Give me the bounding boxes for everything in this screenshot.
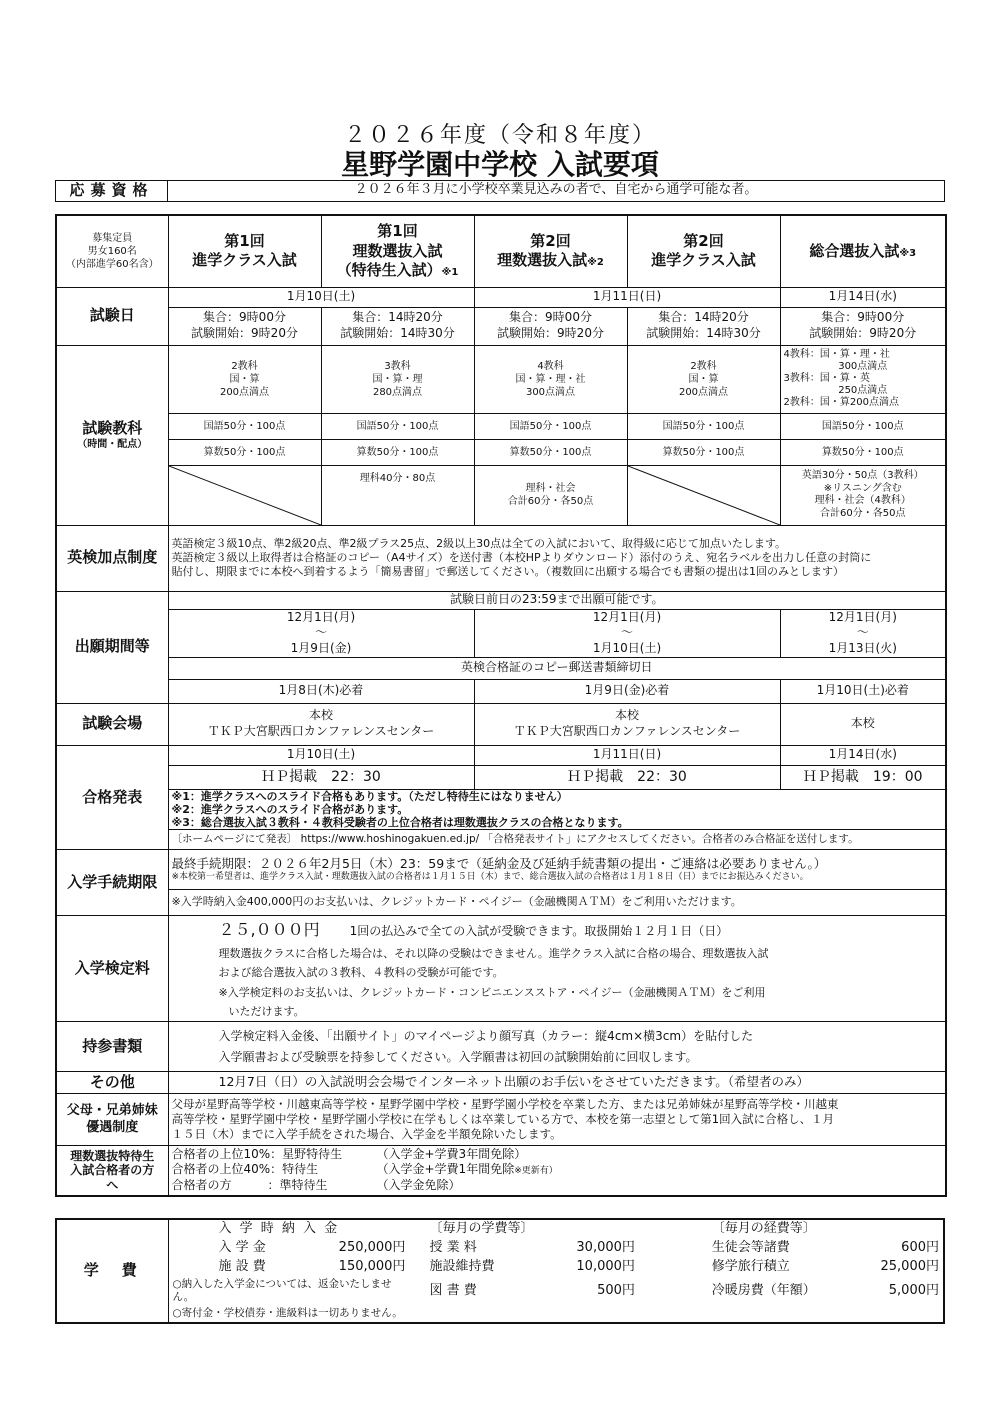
fee-value: 30,000円 <box>576 1239 635 1255</box>
fee-name: 生徒会等諸費 <box>711 1239 790 1255</box>
exam-note: ※3 <box>899 247 917 259</box>
venue-label: 試験会場 <box>56 703 168 745</box>
fee-name: 修学旅行積立 <box>711 1258 790 1274</box>
procedure-label: 入学手続期限 <box>56 850 168 916</box>
fee-line: いただけます。 <box>228 1004 305 1018</box>
tilde: ～ <box>856 625 869 640</box>
deadline-3: 1月10日(土)必着 <box>780 679 946 703</box>
tilde: ～ <box>314 625 327 640</box>
kokugo-4: 国語50分・100点 <box>627 413 780 439</box>
exam-name: 理数選抜入試 <box>497 251 588 270</box>
recruit-title: 募集定員 <box>92 232 133 244</box>
result-time-1: ＨＰ掲載 22：30 <box>168 765 474 789</box>
exam-header-4 <box>627 215 780 287</box>
period-start: 12月1日(月) <box>592 609 662 624</box>
fee-line: および総合選抜入試の３教科、４教科の受験が可能です。 <box>218 966 504 980</box>
sogo-line: 3教科：国・算・英 <box>783 373 870 384</box>
family-label <box>56 1094 168 1146</box>
family-label-line: 優遇制度 <box>86 1119 139 1135</box>
rika-2: 理科40分・80点 <box>321 465 474 525</box>
exam-day-label: 試験日 <box>56 287 168 345</box>
venue-school: 本校 <box>308 708 333 723</box>
period-end: 1月9日(金) <box>290 640 352 655</box>
start-time: 試験開始：9時20分 <box>809 326 917 340</box>
exam-header-1 <box>168 215 321 287</box>
subject-points: 200点満点 <box>678 386 729 398</box>
rs-detail: 合計60分・各50点 <box>507 496 594 507</box>
subject-count: 2教科 <box>690 360 717 372</box>
subject-summary-3 <box>474 345 627 413</box>
eiken-label: 英検加点制度 <box>56 525 168 591</box>
subject-summary-1 <box>168 345 321 413</box>
english-5 <box>780 465 946 525</box>
sansu-3: 算数50分・100点 <box>474 439 627 465</box>
fee-name: 施設維持費 <box>429 1258 495 1274</box>
procedure-payment: ※入学時納入金400,000円のお支払いは、クレジットカード・ペイジー（金融機関ＡＴＭ）をご利用いただけます。 <box>168 890 946 916</box>
special-label-line: 理数選抜特待生 <box>70 1148 155 1163</box>
page-title: 星野学園中学校 入試要項 <box>341 148 659 181</box>
subject-summary-2 <box>321 345 474 413</box>
subject-summary-5 <box>780 345 946 413</box>
fee-line: ※入学検定料のお支払いは、クレジットカード・コンビニエンスストア・ペイジー（金融機関ＡＴＭ）をご利用 <box>218 985 766 999</box>
family-line: 父母が星野高等学校・川越東高等学校・星野学園中学校・星野学園小学校を卒業した方、または兄弟姉妹が星野高等学校・川越東 <box>171 1097 839 1112</box>
exam-date-1: 1月10日(土) <box>168 287 474 307</box>
exam-time-4 <box>627 307 780 345</box>
result-time-3: ＨＰ掲載 19：00 <box>780 765 946 789</box>
sansu-1: 算数50分・100点 <box>168 439 321 465</box>
fee-note: ○納入した入学金については、返金いたしません。 <box>172 1277 392 1304</box>
eiken-text <box>168 525 946 591</box>
apply-period-2 <box>474 609 780 657</box>
fee-amount: ２５,０００円 <box>218 920 320 940</box>
rika-shakai-3 <box>474 465 627 525</box>
exam-time-3 <box>474 307 627 345</box>
subject-summary-4 <box>627 345 780 413</box>
apply-note: 試験日前日の23:59まで出願可能です。 <box>168 591 946 609</box>
subject-points: 280点満点 <box>372 386 423 398</box>
subject-list: 国・算・理・社 <box>515 373 586 385</box>
tilde: ～ <box>620 625 633 640</box>
procedure-text <box>168 850 946 890</box>
tuition-label: 学 費 <box>56 1219 168 1323</box>
qualification-label: 応募資格 <box>56 181 168 202</box>
kokugo-1: 国語50分・100点 <box>168 413 321 439</box>
recruit-capacity: 男女160名 <box>87 245 137 257</box>
exam-name: 理数選抜入試 <box>352 241 443 260</box>
apply-label: 出願期間等 <box>56 591 168 703</box>
deadline-1: 1月8日(木)必着 <box>168 679 474 703</box>
fee-text <box>168 916 946 1022</box>
exam-name: 進学クラス入試 <box>192 251 297 270</box>
fee-value: 150,000円 <box>338 1258 406 1274</box>
venue-school: 本校 <box>614 708 639 723</box>
procedure-line: 最終手続期限：２０２６年2月5日（木）23：59まで（延納金及び延納手続書類の提出・ご連絡は必要ありません。） <box>171 855 827 871</box>
fee-name: 施 設 費 <box>218 1258 266 1274</box>
special-rank: 合格者の上位40%：特待生 <box>171 1162 319 1177</box>
fee-value: 600円 <box>901 1239 939 1255</box>
eng-line: 合計60分・各50点 <box>820 507 906 519</box>
period-start: 12月1日(月) <box>286 609 356 624</box>
special-note: ※更新有） <box>514 1166 558 1177</box>
start-time: 試験開始：14時30分 <box>646 326 761 340</box>
subject-list: 国・算 <box>688 373 719 385</box>
exam-date-3: 1月14日(水) <box>780 287 946 307</box>
result-label: 合格発表 <box>56 745 168 850</box>
sogo-line: 300点満点 <box>838 361 888 372</box>
empty-cell-diagonal <box>627 465 780 525</box>
exam-round: 第2回 <box>683 231 724 250</box>
period-end: 1月13日(火) <box>828 640 897 655</box>
exam-note: ※1 <box>441 267 459 278</box>
family-line: １５日（木）までに入学手続をされた場合、入学金を半額免除いたします。 <box>171 1127 562 1142</box>
fee-name: 冷暖房費（年額） <box>711 1282 816 1298</box>
family-label-line: 父母・兄弟姉妹 <box>66 1102 158 1118</box>
items-line: 入学願書および受験票を持参してください。入学願書は初回の試験開始前に回収します。 <box>218 1049 698 1064</box>
family-line: 高等学校・星野学園中学校・星野学園小学校に在学もしくは卒業している方で、本校を第一志望として第1回入試に合格し、１月 <box>171 1112 835 1127</box>
eng-line: 英語30分・50点（3教科） <box>801 470 924 481</box>
subject-count: 3教科 <box>384 360 411 372</box>
result-note: ※2：進学クラスへのスライド合格があります。 <box>171 802 409 816</box>
gather-time: 集合：9時00分 <box>509 310 592 325</box>
result-note: ※1：進学クラスへのスライド合格もあります。（ただし特待生にはなりません） <box>171 789 568 803</box>
fee-note: ○寄付金・学校債券・進級料は一切ありません。 <box>172 1306 403 1319</box>
special-label-line: へ <box>106 1177 119 1192</box>
other-label: その他 <box>56 1072 168 1094</box>
eng-line: 理科・社会（4教科） <box>814 495 911 506</box>
special-rank: 合格者の上位10%：星野特待生 <box>171 1146 343 1161</box>
items-text <box>168 1022 946 1072</box>
exam-name: 総合選抜入試 <box>809 241 900 260</box>
apply-period-3 <box>780 609 946 657</box>
special-label <box>56 1146 168 1196</box>
eiken-line: 英語検定３級以上取得者は合格証のコピー（A4サイズ）を送付書（本校HPよりダウンロード）添付のうえ、宛名ラベルを出力し任意の封筒に <box>171 550 872 564</box>
kokugo-5: 国語50分・100点 <box>780 413 946 439</box>
kokugo-2: 国語50分・100点 <box>321 413 474 439</box>
exam-time-1 <box>168 307 321 345</box>
special-benefit: （入学金+学費1年間免除 <box>376 1162 515 1177</box>
empty-cell-diagonal <box>168 465 321 525</box>
sogo-line: 250点満点 <box>838 385 888 396</box>
fee-line: 1回の払込みで全ての入試が受験できます。取扱開始１２月１日（日） <box>349 924 729 939</box>
venue-tkp: ＴＫＰ大宮駅西口カンファレンスセンター <box>207 724 435 738</box>
result-date-3: 1月14日(水) <box>780 745 946 765</box>
other-text: 12月7日（日）の入試説明会会場でインターネット出願のお手伝いをさせていただきます。（希望者のみ） <box>168 1072 946 1094</box>
recruit-cell <box>56 215 168 287</box>
venue-tkp: ＴＫＰ大宮駅西口カンファレンスセンター <box>513 724 741 738</box>
family-text <box>168 1094 946 1146</box>
tuition-h3: 〔毎月の経費等〕 <box>711 1221 816 1236</box>
period-end: 1月10日(土) <box>592 640 662 655</box>
gather-time: 集合：9時00分 <box>203 310 286 325</box>
special-benefit: （入学金免除） <box>376 1178 461 1193</box>
gather-time: 集合：14時20分 <box>658 310 749 325</box>
exam-table <box>55 214 947 1197</box>
qualification-text: ２０２６年３月に小学校卒業見込みの者で、自宅から通学可能な者。 <box>168 181 945 202</box>
exam-header-3 <box>474 215 627 287</box>
sansu-4: 算数50分・100点 <box>627 439 780 465</box>
exam-round: 第2回 <box>530 231 571 250</box>
exam-header-5 <box>780 215 946 287</box>
sansu-2: 算数50分・100点 <box>321 439 474 465</box>
exam-date-2: 1月11日(日) <box>474 287 780 307</box>
subject-count: 4教科 <box>537 360 564 372</box>
exam-round: 第1回 <box>377 222 418 240</box>
fee-name: 入 学 金 <box>218 1239 266 1255</box>
page-subtitle: ２０２６年度（令和８年度） <box>343 123 656 148</box>
subject-points: 300点満点 <box>525 386 576 398</box>
exam-note: ※2 <box>587 257 604 269</box>
special-label-line: 入試合格者の方 <box>70 1163 155 1178</box>
result-note: ※3：総合選抜入試３教科・４教科受験者の上位合格者は理数選抜クラスの合格となります。 <box>171 815 629 829</box>
fee-value: 5,000円 <box>888 1282 939 1298</box>
subject-list: 国・算 <box>229 373 260 385</box>
deadline-2: 1月9日(金)必着 <box>474 679 780 703</box>
rs-title: 理科・社会 <box>525 483 576 494</box>
result-time-2: ＨＰ掲載 22：30 <box>474 765 780 789</box>
start-time: 試験開始：9時20分 <box>497 326 604 340</box>
sogo-line: 4教科：国・算・理・社 <box>783 349 890 360</box>
special-benefit: （入学金+学費3年間免除） <box>376 1146 527 1161</box>
items-line: 入学検定料入金後、「出願サイト」のマイページより顔写真（カラー：縦4cm×横3cm）を貼付した <box>218 1028 754 1043</box>
period-start: 12月1日(月) <box>828 609 897 624</box>
fee-value: 250,000円 <box>338 1239 406 1255</box>
venue-1 <box>168 703 474 745</box>
eiken-line: 貼付し、期限までに本校へ到着するよう「簡易書留」で郵送してください。（複数回に出願する場合でも書類の提出は1回のみとします） <box>171 565 844 579</box>
fee-name: 図 書 費 <box>429 1282 477 1298</box>
venue-2 <box>474 703 780 745</box>
fee-value: 500円 <box>597 1282 635 1298</box>
deadline-title: 英検合格証のコピー郵送書類締切日 <box>168 657 946 679</box>
subjects-sub: （時間・配点） <box>77 439 148 451</box>
recruit-note: （内部進学60名含） <box>65 258 159 270</box>
kokugo-3: 国語50分・100点 <box>474 413 627 439</box>
tuition-h1: 入 学 時 納 入 金 <box>218 1221 340 1236</box>
exam-time-5 <box>780 307 946 345</box>
result-hp: 〔ホームページにて発表〕 https://www.hoshinogakuen.ed.jp/ 「合格発表サイト」にアクセスしてください。合格者のみ合格証を送付します。 <box>168 830 946 850</box>
exam-header-2 <box>321 215 474 287</box>
subjects-label <box>56 345 168 525</box>
exam-round: 第1回 <box>224 231 265 250</box>
fee-label: 入学検定料 <box>56 916 168 1022</box>
start-time: 試験開始：9時20分 <box>191 326 298 340</box>
tuition-body <box>168 1219 944 1323</box>
special-rank: 合格者の方 ：準特待生 <box>171 1178 328 1193</box>
tuition-h2: 〔毎月の学費等〕 <box>429 1221 534 1236</box>
gather-time: 集合：14時20分 <box>352 310 443 325</box>
result-notes <box>168 789 946 830</box>
tuition-grid <box>169 1220 944 1322</box>
subject-count: 2教科 <box>231 360 258 372</box>
fee-line: 理数選抜クラスに合格した場合は、それ以降の受験はできません。進学クラス入試に合格の場合、理数選抜入試 <box>218 947 769 961</box>
eiken-line: 英語検定３級10点、準2級20点、準2級プラス25点、2級以上30点は全ての入試において、取得級に応じて加点いたします。 <box>171 536 787 550</box>
fee-value: 25,000円 <box>880 1258 939 1274</box>
fee-value: 10,000円 <box>576 1258 635 1274</box>
qualification-table <box>55 180 945 202</box>
subjects-title: 試験教科 <box>82 418 143 437</box>
special-text <box>168 1146 946 1196</box>
sogo-line: 2教科：国・算200点満点 <box>783 397 899 408</box>
exam-time-2 <box>321 307 474 345</box>
fee-name: 授 業 料 <box>429 1239 477 1255</box>
apply-period-1 <box>168 609 474 657</box>
eng-line: ※リスニング含む <box>823 482 902 494</box>
procedure-line: ※本校第一希望者は、進学クラス入試・理数選抜入試の合格者は１月１５日（木）まで、総合選抜入試の合格者は１月１８日（日）までにお振込みください。 <box>171 871 809 882</box>
start-time: 試験開始：14時30分 <box>340 326 455 340</box>
sansu-5: 算数50分・100点 <box>780 439 946 465</box>
exam-subname: （特待生入試） <box>336 261 442 279</box>
tuition-table <box>55 1218 945 1324</box>
result-date-1: 1月10日(土) <box>168 745 474 765</box>
exam-name: 進学クラス入試 <box>651 251 756 270</box>
subject-points: 200点満点 <box>219 386 270 398</box>
subject-list: 国・算・理 <box>372 373 423 385</box>
venue-3: 本校 <box>780 703 946 745</box>
gather-time: 集合：9時00分 <box>821 310 905 325</box>
result-date-2: 1月11日(日) <box>474 745 780 765</box>
items-label: 持参書類 <box>56 1022 168 1072</box>
